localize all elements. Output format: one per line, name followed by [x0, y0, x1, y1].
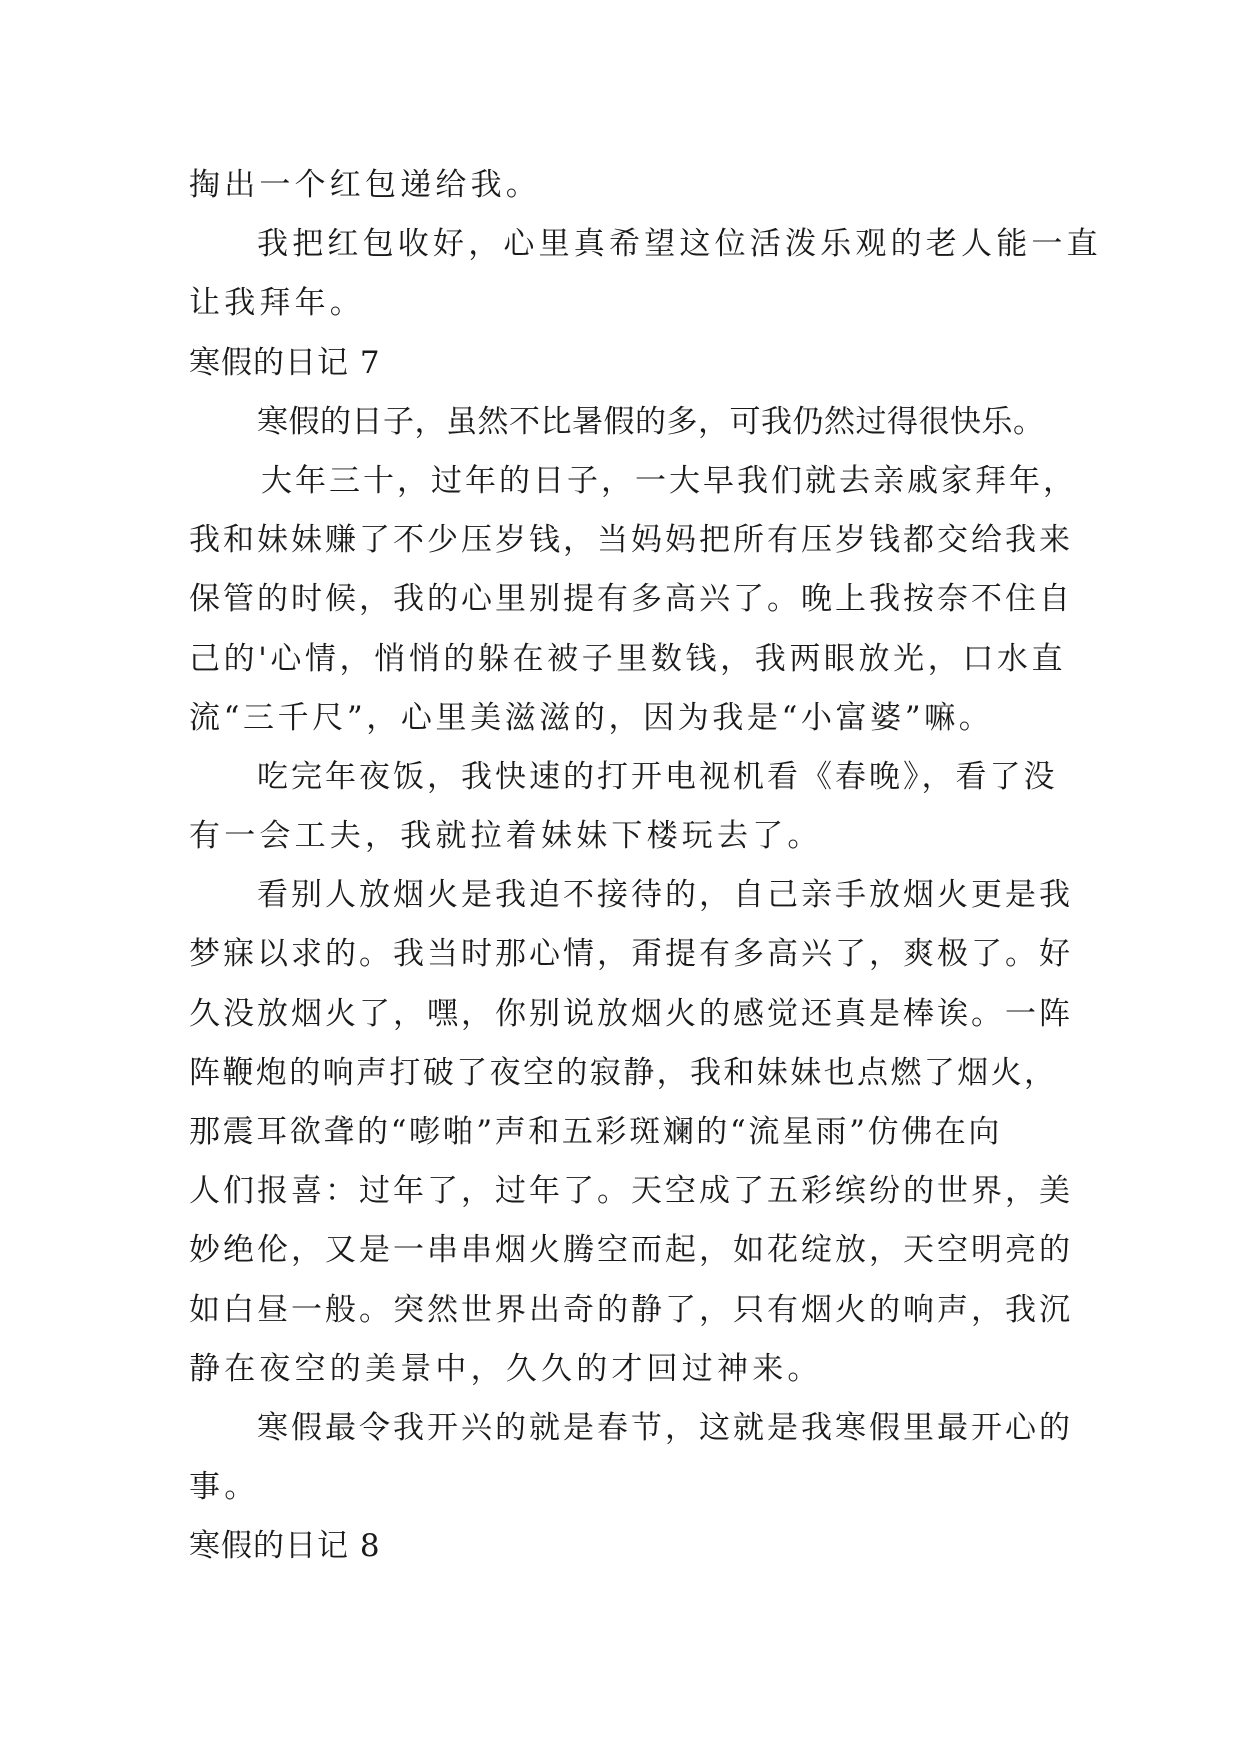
paragraph-line: 流“三千尺”，心里美滋滋的，因为我是“小富婆”嘛。: [189, 699, 994, 736]
paragraph-line: 事。: [189, 1469, 260, 1506]
paragraph-line: 阵鞭炮的响声打破了夜空的寂静，我和妹妹也点燃了烟火，: [189, 1054, 1058, 1091]
section-heading: 寒假的日记 7: [189, 344, 381, 381]
paragraph-line: 让我拜年。: [189, 285, 365, 322]
paragraph-line: 人们报喜：过年了，过年了。天空成了五彩缤纷的世界，美: [189, 1173, 1073, 1210]
paragraph-line: 我把红包收好，心里真希望这位活泼乐观的老人能一直: [257, 226, 1102, 263]
paragraph-line: 那震耳欲聋的“嘭啪”声和五彩斑斓的“流星雨”仿佛在向: [189, 1114, 1002, 1150]
paragraph-line: 寒假最令我开兴的就是春节，这就是我寒假里最开心的: [257, 1409, 1073, 1446]
paragraph-line: 己的'心情，悄悄的躲在被子里数钱，我两眼放光，口水直: [189, 640, 1067, 677]
paragraph-line: 看别人放烟火是我迫不接待的，自己亲手放烟火更是我: [257, 877, 1073, 914]
paragraph-line: 吃完年夜饭，我快速的打开电视机看《春晚》，看了没: [257, 758, 1058, 795]
document-body: [189, 156, 1102, 1577]
paragraph-line: 静在夜空的美景中，久久的才回过神来。: [189, 1350, 823, 1387]
paragraph-line: 久没放烟火了，嘿，你别说放烟火的感觉还真是棒诶。一阵: [189, 995, 1073, 1032]
paragraph-line: 有一会工夫，我就拉着妹妹下楼玩去了。: [189, 818, 823, 855]
paragraph-line: 梦寐以求的。我当时那心情，甭提有多高兴了，爽极了。好: [189, 936, 1073, 973]
paragraph-line: 大年三十，过年的日子，一大早我们就去亲戚家拜年，: [261, 462, 1077, 499]
paragraph-line: 妙绝伦，又是一串串烟火腾空而起，如花绽放，天空明亮的: [189, 1232, 1073, 1269]
paragraph-line: 寒假的日子，虽然不比暑假的多，可我仍然过得很快乐。: [257, 403, 1045, 440]
section-heading: 寒假的日记 8: [189, 1528, 381, 1565]
paragraph-line: 保管的时候，我的心里别提有多高兴了。晚上我按奈不住自: [189, 581, 1073, 618]
paragraph-line: 我和妹妹赚了不少压岁钱，当妈妈把所有压岁钱都交给我来: [189, 522, 1073, 559]
paragraph-line: 如白昼一般。突然世界出奇的静了，只有烟火的响声，我沉: [189, 1291, 1073, 1328]
paragraph-line: 掏出一个红包递给我。: [189, 167, 541, 203]
